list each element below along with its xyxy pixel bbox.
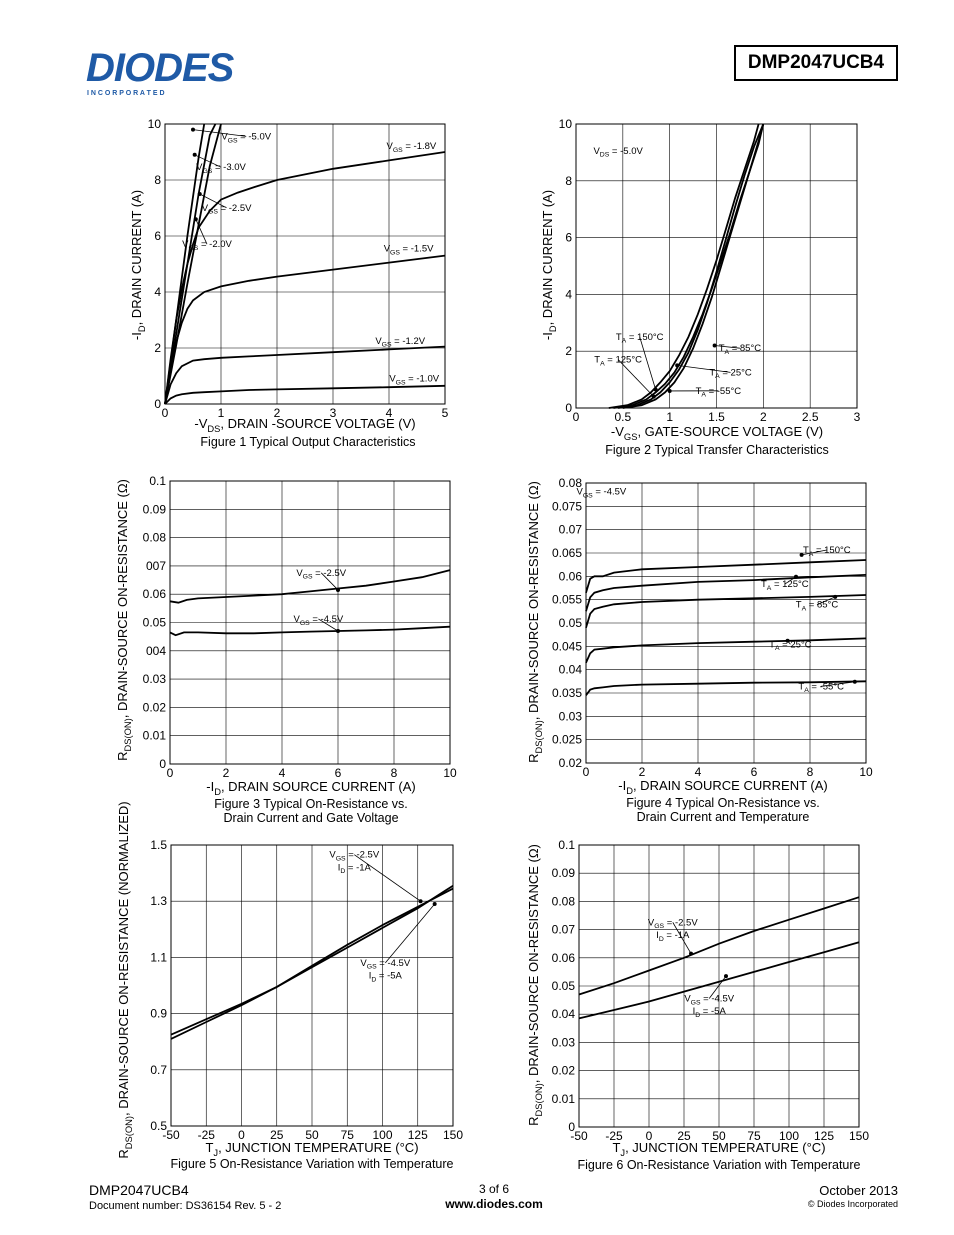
y-tick-label: 0.06 [558,569,582,584]
x-tick-label: 2 [759,410,767,424]
annotation-label: $T_A = -55^\circ C$ [798,681,844,695]
x-tick-label: 150 [442,1128,464,1142]
annotation-leader [640,337,656,390]
annotation-label: $V_{GS} = -2.5V$ [329,849,380,863]
y-tick-label: 0.5 [150,1119,167,1133]
annotation-label: $T_A = 85^\circ C$ [718,343,762,357]
y-tick-label: 0.06 [551,950,575,965]
x-tick-label: 5 [441,406,449,420]
x-tick-label: 50 [712,1129,726,1143]
y-tick-label: 004 [145,643,166,658]
annotation-label: $V_{DS} = -5.0V$ [593,145,643,159]
y-tick-label: 1.3 [150,894,167,909]
y-axis-label: $R_{DS(ON)}$, DRAIN-SOURCE ON-RESISTANCE (Ω) [526,844,544,1126]
y-tick-label: 0.08 [142,530,166,545]
footer-part-number: DMP2047UCB4 [89,1182,189,1198]
y-tick-label: 0.08 [551,894,575,909]
y-tick-label: 10 [147,117,161,131]
annotation-label: $T_A = 150^\circ C$ [802,545,851,558]
y-tick-label: 0.03 [558,709,582,724]
series-line [586,638,866,662]
x-tick-label: 125 [407,1128,428,1142]
x-tick-label: 0.5 [614,410,632,424]
annotation-arrowhead [191,128,195,132]
y-axis-label: $-I_D$, DRAIN CURRENT (A) [540,189,558,341]
chart-figure-5 [116,801,463,1171]
chart-figure-6 [526,838,869,1172]
annotation-arrowhead [652,395,656,399]
x-tick-label: 75 [340,1128,354,1142]
annotation-label: $V_{GS} = -4.5V$ [293,613,344,627]
annotation-label: $V_{GS} = -1.0V$ [389,373,440,387]
annotation-label: $I_D = -5A$ [368,970,402,984]
y-tick-label: 0.9 [150,1006,167,1021]
y-tick-label: 0.02 [551,1063,575,1078]
y-tick-label: 0.04 [558,662,582,677]
x-tick-label: 2 [638,765,646,779]
annotation-arrowhead [675,363,679,367]
part-number-box: DMP2047UCB4 [734,45,898,81]
footer-document-number: Document number: DS36154 Rev. 5 - 2 [89,1200,282,1212]
annotation-label: $I_D = -1A$ [656,930,690,943]
figure-caption: Figure 2 Typical Transfer Characteristics [605,443,829,457]
annotation-label: $V_{GS} = -2.5V$ [296,567,347,581]
annotation-arrowhead [853,680,857,684]
y-tick-label: 0.03 [142,672,166,687]
x-tick-label: 150 [848,1129,870,1143]
annotation-label: $T_A = 25^\circ C$ [769,639,812,653]
x-tick-label: 6 [334,766,342,780]
y-tick-label: 0.7 [150,1062,167,1077]
x-tick-label: 8 [390,766,398,780]
plot-frame [165,124,445,404]
footer-copyright: © Diodes Incorporated [807,1199,898,1209]
footer-page-number: 3 of 6 [478,1182,510,1196]
series-line [623,124,764,408]
series-line [165,347,445,404]
annotation-arrowhead [198,192,202,196]
logo-subtitle: I N C O R P O R A T E D [87,90,165,97]
x-tick-label: 2.5 [801,410,819,424]
x-tick-label: 25 [677,1129,691,1143]
x-tick-label: 1 [666,410,674,424]
x-tick-label: 75 [747,1129,761,1143]
y-tick-label: 6 [565,230,572,245]
y-tick-label: 0.065 [551,546,582,560]
annotation-label: $V_{GS} = -4.5V$ [360,957,411,971]
series-line [165,386,445,404]
y-tick-label: 0.1 [558,838,575,852]
annotation-label: $T_A = -55^\circ C$ [695,385,742,399]
annotation-arrowhead [724,974,728,978]
x-axis-label: $T_J$, JUNCTION TEMPERATURE (°C) [205,1140,419,1158]
y-tick-label: 0 [568,1120,575,1134]
x-tick-label: 3 [853,410,861,424]
x-axis-label: $-I_D$, DRAIN SOURCE CURRENT (A) [206,779,416,797]
x-tick-label: 3 [329,406,337,420]
annotation-label: $T_A = 85^\circ C$ [795,599,839,613]
annotation-arrowhead [668,389,672,393]
x-tick-label: 25 [270,1128,284,1142]
y-tick-label: 0.075 [551,499,582,514]
annotation-arrowhead [336,588,340,592]
y-tick-label: 0.09 [142,502,166,517]
annotation-label: $V_{GS} = -1.8V$ [386,141,437,155]
annotation-label: $I_D = -1A$ [337,862,371,876]
x-tick-label: 8 [806,765,814,779]
series-line [170,627,450,636]
footer-website-link[interactable]: www.diodes.com [445,1197,543,1211]
chart-figure-1 [129,117,449,449]
annotation-arrowhead [193,153,197,157]
figure-caption: Figure 1 Typical Output Characteristics [200,435,416,449]
annotation-arrowhead [336,629,340,633]
y-tick-label: 0.05 [142,615,166,630]
annotation-label: $V_{GS} = -1.2V$ [375,335,426,349]
y-tick-label: 2 [565,344,572,359]
x-tick-label: -25 [197,1128,215,1142]
annotation-label: $V_{GS} = -5.0V$ [221,131,272,145]
annotation-arrowhead [419,899,423,903]
y-tick-label: 0.025 [551,732,582,747]
y-tick-label: 0.05 [558,616,582,630]
y-tick-label: 4 [565,287,572,302]
chart-figure-2 [540,117,861,457]
x-tick-label: -25 [605,1129,623,1143]
y-tick-label: 0.035 [551,686,582,700]
y-tick-label: 0.09 [551,866,575,881]
x-axis-label: $T_J$, JUNCTION TEMPERATURE (°C) [612,1140,826,1158]
y-tick-label: 0.04 [551,1007,575,1022]
y-tick-label: 0.03 [551,1035,575,1050]
annotation-label: $T_A = 150^\circ C$ [615,331,664,345]
x-tick-label: 125 [813,1129,835,1143]
x-tick-label: 2 [222,766,230,780]
y-axis-label: $R_{DS(ON)}$, DRAIN-SOURCE ON-RESISTANCE (Ω) [526,481,544,763]
x-tick-label: 6 [750,765,758,779]
figure-caption: Figure 5 On-Resistance Variation with Temperature [170,1157,454,1171]
chart-figure-3 [115,474,457,825]
annotation-arrowhead [433,902,437,906]
x-tick-label: 10 [443,766,457,780]
x-tick-label: -50 [162,1128,180,1142]
annotation-label: $V_{GS} = -2.5V$ [647,917,698,931]
x-tick-label: 0 [238,1128,245,1142]
figure-caption: Figure 4 Typical On-Resistance vs. Drain Current and Temperature [626,796,820,824]
annotation-arrowhead [689,952,693,956]
y-tick-label: 2 [154,341,161,355]
x-tick-label: 4 [694,765,702,779]
y-tick-label: 0.06 [142,587,166,602]
y-tick-label: 0.02 [142,700,166,715]
annotation-label: $I_D = -5A$ [692,1006,726,1020]
figure-caption: Figure 6 On-Resistance Variation with Temperature [577,1158,861,1172]
x-tick-label: 0 [645,1129,653,1143]
annotation-label: $V_{GS} = -4.5V$ [684,993,735,1007]
series-line [165,152,445,404]
y-tick-label: 0 [565,401,572,415]
y-tick-label: 0.08 [558,476,582,490]
y-tick-label: 0 [159,757,166,771]
y-tick-label: 007 [145,558,166,573]
y-tick-label: 6 [154,229,161,243]
x-axis-label: $-V_{GS}$, GATE-SOURCE VOLTAGE (V) [610,424,824,442]
y-tick-label: 0.01 [551,1091,575,1106]
y-tick-label: 0 [154,397,161,411]
annotation-arrowhead [833,595,837,599]
logo-wordmark: DIODES [86,46,234,90]
y-tick-label: 0.055 [551,592,582,607]
chart-figure-4 [526,476,873,824]
x-tick-label: 100 [778,1129,800,1143]
x-tick-label: -50 [570,1129,588,1143]
y-tick-label: 8 [154,173,161,187]
x-tick-label: 0 [166,766,174,780]
x-tick-label: 4 [278,766,286,780]
annotation-label: $T_A = 25^\circ C$ [709,367,752,381]
x-axis-label: $-V_{DS}$, DRAIN -SOURCE VOLTAGE (V) [194,416,416,434]
annotation-arrowhead [194,217,198,221]
y-axis-label: $R_{DS(ON)}$, DRAIN-SOURCE ON-RESISTANCE (Ω) [115,479,133,761]
x-tick-label: 0 [582,765,590,779]
x-tick-label: 10 [859,765,873,779]
y-axis-label: $R_{DS(ON)}$, DRAIN-SOURCE ON-RESISTANCE (NORMALIZED) [116,801,134,1159]
x-axis-label: $-I_D$, DRAIN SOURCE CURRENT (A) [618,778,828,796]
annotation-label: $V_{GS} = -3.0V$ [196,162,246,176]
x-tick-label: 4 [385,406,393,420]
annotation-label: $V_{GS} = -2.5V$ [201,202,252,216]
figure-caption: Figure 3 Typical On-Resistance vs. Drain Current and Gate Voltage [214,797,408,825]
y-tick-label: 0.02 [558,756,582,770]
y-tick-label: 8 [565,173,572,188]
y-tick-label: 0.01 [142,728,166,743]
y-tick-label: 0.07 [551,922,575,937]
y-tick-label: 1.5 [150,838,167,852]
annotation-label: $V_{GS} = -2.0V$ [182,239,232,253]
x-tick-label: 50 [305,1128,319,1142]
y-tick-label: 0.1 [149,474,166,488]
annotation-label: $V_{GS} = -4.5V$ [576,486,627,500]
y-tick-label: 4 [154,285,161,299]
footer-date: October 2013 [819,1183,898,1198]
y-tick-label: 0.07 [558,522,582,537]
x-tick-label: 0 [572,410,580,424]
x-tick-label: 0 [161,406,169,420]
y-axis-label: $-I_D$, DRAIN CURRENT (A) [129,189,147,341]
annotation-label: $T_A = 125^\circ C$ [760,579,809,592]
x-tick-label: 1 [217,406,225,420]
x-tick-label: 1.5 [708,410,725,424]
x-tick-label: 100 [372,1128,393,1142]
annotation-arrowhead [654,388,658,392]
y-tick-label: 0.05 [551,979,575,993]
annotation-label: $V_{GS} = -1.5V$ [383,243,434,257]
y-tick-label: 10 [558,117,572,131]
annotation-arrowhead [713,344,717,348]
y-tick-label: 1.1 [150,950,167,965]
x-tick-label: 2 [273,406,281,420]
annotation-label: $T_A = 125^\circ C$ [594,354,643,368]
y-tick-label: 0.045 [551,639,582,654]
